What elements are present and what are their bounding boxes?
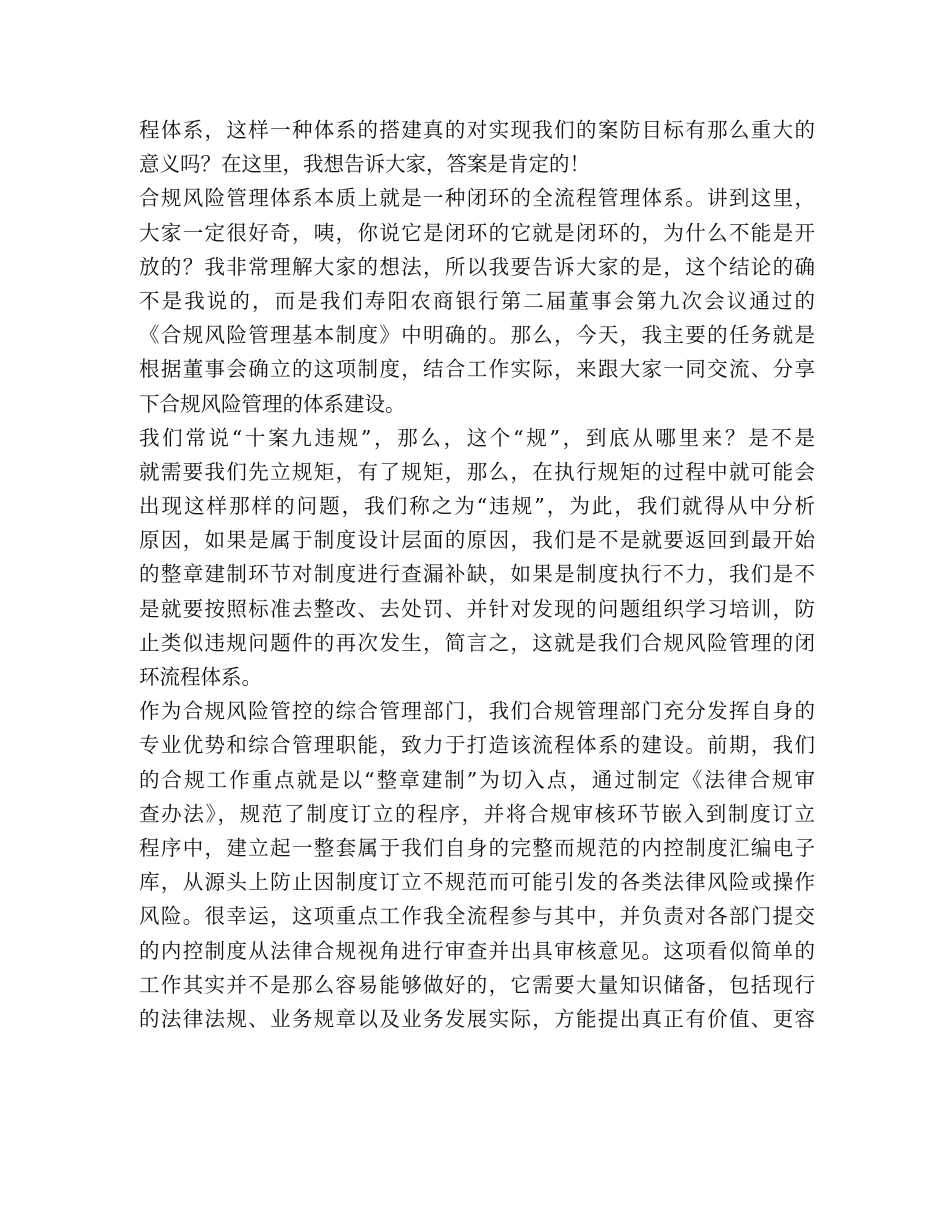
text-line: 大家一定很好奇，咦，你说它是闭环的它就是闭环的，为什么不能是开: [139, 220, 815, 245]
text-line: 库，从源头上防止因制度订立不规范而可能引发的各类法律风险或操作: [139, 870, 815, 895]
text-line: 查办法》，规范了制度订立的程序，并将合规审核环节嵌入到制度订立: [139, 801, 815, 826]
paragraph-3: [139, 421, 815, 695]
text-line: 的整章建制环节对制度进行查漏补缺，如果是制度执行不力，我们是不: [139, 562, 815, 587]
text-line: 是就要按照标准去整改、去处罚、并针对发现的问题组织学习培训，防: [139, 596, 815, 621]
text-line: 程序中，建立起一整套属于我们自身的完整而规范的内控制度汇编电子: [139, 835, 815, 860]
paragraph-1: [139, 113, 815, 181]
text-line: 放的？我非常理解大家的想法，所以我要告诉大家的是，这个结论的确: [139, 254, 815, 279]
text-line: 风险。很幸运，这项重点工作我全流程参与其中，并负责对各部门提交: [139, 904, 815, 929]
text-line: 的法律法规、业务规章以及业务发展实际，方能提出真正有价值、更容: [139, 1006, 815, 1031]
text-line: 合规风险管理体系本质上就是一种闭环的全流程管理体系。讲到这里，: [139, 186, 815, 211]
text-line: 工作其实并不是那么容易能够做好的，它需要大量知识储备，包括现行: [139, 972, 815, 997]
text-line: 下合规风险管理的体系建设。: [139, 391, 406, 416]
document-page: [139, 113, 815, 1036]
text-line: 意义吗？在这里，我想告诉大家，答案是肯定的！: [139, 152, 590, 177]
text-line: 就需要我们先立规矩，有了规矩，那么，在执行规矩的过程中就可能会: [139, 459, 815, 484]
text-line: 原因，如果是属于制度设计层面的原因，我们是不是就要返回到最开始: [139, 528, 815, 553]
text-line: 止类似违规问题件的再次发生，简言之，这就是我们合规风险管理的闭: [139, 630, 815, 655]
text-line: 《合规风险管理基本制度》中明确的。那么，今天，我主要的任务就是: [139, 323, 815, 348]
text-line: 出现这样那样的问题，我们称之为“违规”，为此，我们就得从中分析: [139, 494, 815, 519]
text-line: 程体系，这样一种体系的搭建真的对实现我们的案防目标有那么重大的: [139, 118, 815, 142]
text-line: 的内控制度从法律合规视角进行审查并出具审核意见。这项看似简单的: [139, 938, 815, 963]
text-line: 专业优势和综合管理职能，致力于打造该流程体系的建设。前期，我们: [139, 733, 815, 758]
text-line: 作为合规风险管控的综合管理部门，我们合规管理部门充分发挥自身的: [139, 699, 815, 724]
paragraph-2: [139, 181, 815, 420]
text-line: 的合规工作重点就是以“整章建制”为切入点，通过制定《法律合规审: [139, 767, 815, 792]
text-line: 环流程体系。: [139, 665, 262, 689]
paragraph-4: [139, 694, 815, 1036]
text-line: 我们常说“十案九违规”，那么，这个“规”，到底从哪里来？是不是: [139, 425, 815, 450]
text-line: 不是我说的，而是我们寿阳农商银行第二届董事会第九次会议通过的: [139, 288, 815, 313]
text-line: 根据董事会确立的这项制度，结合工作实际，来跟大家一同交流、分享: [139, 357, 815, 382]
